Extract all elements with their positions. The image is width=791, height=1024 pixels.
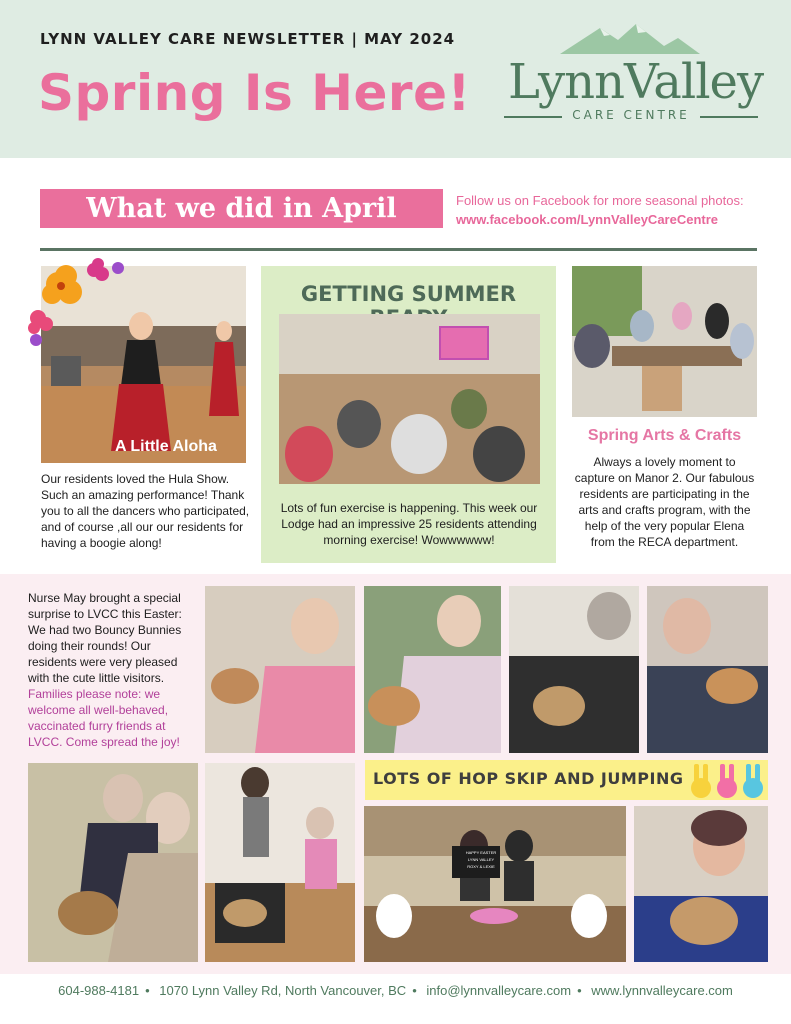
hibiscus-flower-icon: [28, 258, 128, 348]
april-section-banner: What we did in April: [40, 189, 443, 228]
bunny-visit-photo-3: [509, 586, 639, 753]
street-address: 1070 Lynn Valley Rd, North Vancouver, BC: [159, 983, 407, 998]
newsletter-issue-line: LYNN VALLEY CARE NEWSLETTER | MAY 2024: [40, 30, 456, 48]
logo-wordmark: LynnValley: [508, 54, 764, 110]
facebook-follow-text: Follow us on Facebook for more seasonal photos:: [456, 193, 744, 208]
section-divider: [40, 248, 757, 251]
easter-story: Nurse May brought a special surprise to LVCC this Easter: We had two Bouncy Bunnies doing their rounds! Our residents were very pleased with the cute little visitors.: [28, 591, 182, 685]
letterboard-line-1: HAPPY EASTER: [465, 850, 497, 855]
exercise-class-photo: [279, 314, 540, 484]
letterboard-line-2: LYNN VALLEY: [467, 857, 495, 862]
email-link[interactable]: info@lynnvalleycare.com: [426, 983, 572, 998]
bunny-visit-photo-7: [634, 806, 768, 962]
hula-show-text: Our residents loved the Hula Show. Such an amazing performance! Thank you to all the dancers who participated, and of course ,all our our residents for having a boogie along!: [41, 472, 250, 550]
summer-ready-text: Lots of fun exercise is happening. This week our Lodge had an impressive 25 residents attending morning exercise! Wowwwwww!: [280, 501, 538, 547]
hula-photo-caption: A Little Aloha: [115, 438, 217, 455]
hop-skip-banner: [365, 760, 768, 800]
letterboard-line-3: ROXY & LEXIE: [467, 864, 495, 869]
contact-line: 604-988-4181 • 1070 Lynn Valley Rd, North Vancouver, BC • info@lynnvalleycare.com • www.lynnvalleycare.com: [58, 983, 733, 998]
contact-footer: [0, 974, 791, 1024]
lynn-valley-logo: [500, 22, 770, 132]
easter-group-photo: [364, 806, 626, 962]
furry-friends-note: Families please note: we welcome all well-behaved, vaccinated furry friends at LVCC. Come spread the joy!: [28, 687, 180, 749]
arts-crafts-text: Always a lovely moment to capture on Manor 2. Our fabulous residents are participating in the arts and crafts program, with the help of the very popular Elena from the RECA department.: [574, 455, 755, 549]
facebook-link[interactable]: www.facebook.com/LynnValleyCareCentre: [456, 212, 719, 227]
bunny-visit-photo-2: [364, 586, 501, 753]
mountain-logo-icon: [560, 22, 700, 56]
bunny-visit-photo-6: [205, 763, 355, 962]
summer-ready-title: GETTING SUMMER: [300, 282, 517, 306]
arts-crafts-title: Spring Arts & Crafts: [587, 427, 742, 444]
bunny-icon: [688, 760, 768, 800]
phone-number[interactable]: 604-988-4181: [58, 983, 140, 998]
facebook-follow-note: [456, 191, 756, 229]
bunny-visit-photo-1: [205, 586, 355, 753]
logo-subtitle: CARE CENTRE: [500, 108, 762, 122]
hop-skip-title: LOTS OF HOP SKIP AND JUMPING: [373, 769, 684, 788]
bunny-visit-photo-4: [647, 586, 768, 753]
headline: Spring Is Here!: [38, 64, 471, 122]
newsletter-header: [0, 0, 791, 158]
website-link[interactable]: www.lynnvalleycare.com: [591, 983, 733, 998]
easter-bunnies-text: [28, 590, 198, 750]
easter-letterboard: [459, 849, 503, 870]
arts-crafts-photo: [572, 266, 757, 417]
bunny-visit-photo-5: [28, 763, 198, 962]
